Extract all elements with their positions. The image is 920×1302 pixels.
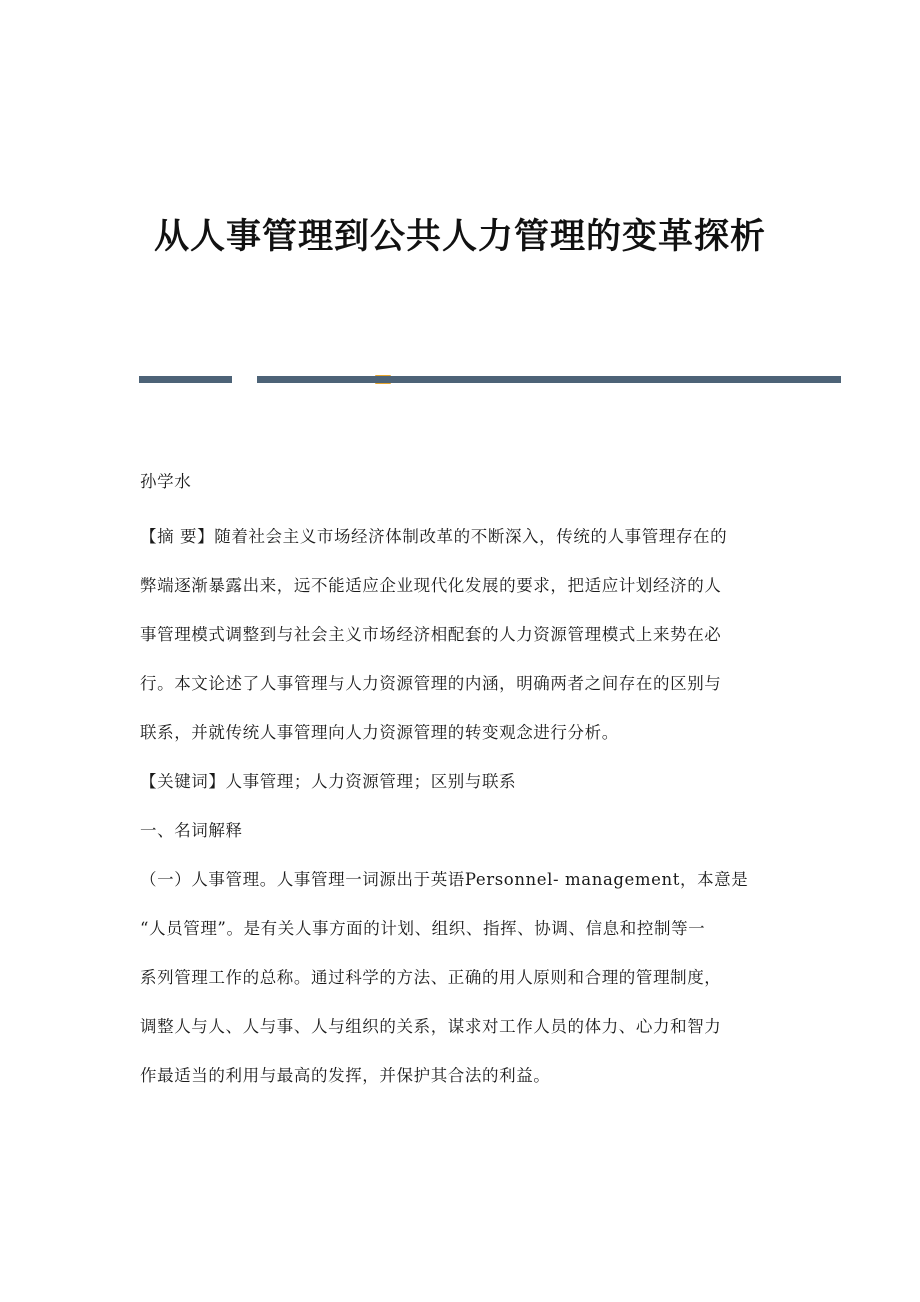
author-name: 孙学水 — [140, 472, 192, 491]
divider-bar-right — [257, 376, 841, 383]
body-paragraph — [140, 868, 780, 1088]
section-heading: 一、名词解释 — [140, 821, 243, 840]
body-line: 系列管理工作的总称。通过科学的方法、正确的用人原则和合理的管理制度， — [140, 968, 722, 987]
abstract-line: 事管理模式调整到与社会主义市场经济相配套的人力资源管理模式上来势在必 — [140, 625, 722, 644]
title-divider — [139, 375, 841, 384]
abstract-line: 【摘 要】随着社会主义市场经济体制改革的不断深入，传统的人事管理存在的 — [140, 527, 728, 546]
body-line: 调整人与人、人与事、人与组织的关系，谋求对工作人员的体力、心力和智力 — [140, 1017, 722, 1036]
keywords: 【关键词】人事管理；人力资源管理；区别与联系 — [140, 772, 517, 791]
body-line: （一）人事管理。人事管理一词源出于英语Personnel- management，本意是 — [140, 870, 749, 889]
abstract — [140, 525, 780, 745]
abstract-line: 弊端逐渐暴露出来，远不能适应企业现代化发展的要求，把适应计划经济的人 — [140, 576, 722, 595]
body-line: 作最适当的利用与最高的发挥，并保护其合法的利益。 — [140, 1066, 551, 1085]
divider-bar-left — [139, 376, 232, 383]
body-line: “人员管理”。是有关人事方面的计划、组织、指挥、协调、信息和控制等一 — [140, 919, 706, 938]
abstract-line: 联系，并就传统人事管理向人力资源管理的转变观念进行分析。 — [140, 723, 619, 742]
abstract-line: 行。本文论述了人事管理与人力资源管理的内涵，明确两者之间存在的区别与 — [140, 674, 722, 693]
document-body — [140, 470, 780, 1113]
document-title: 从人事管理到公共人力管理的变革探析 — [153, 216, 766, 258]
